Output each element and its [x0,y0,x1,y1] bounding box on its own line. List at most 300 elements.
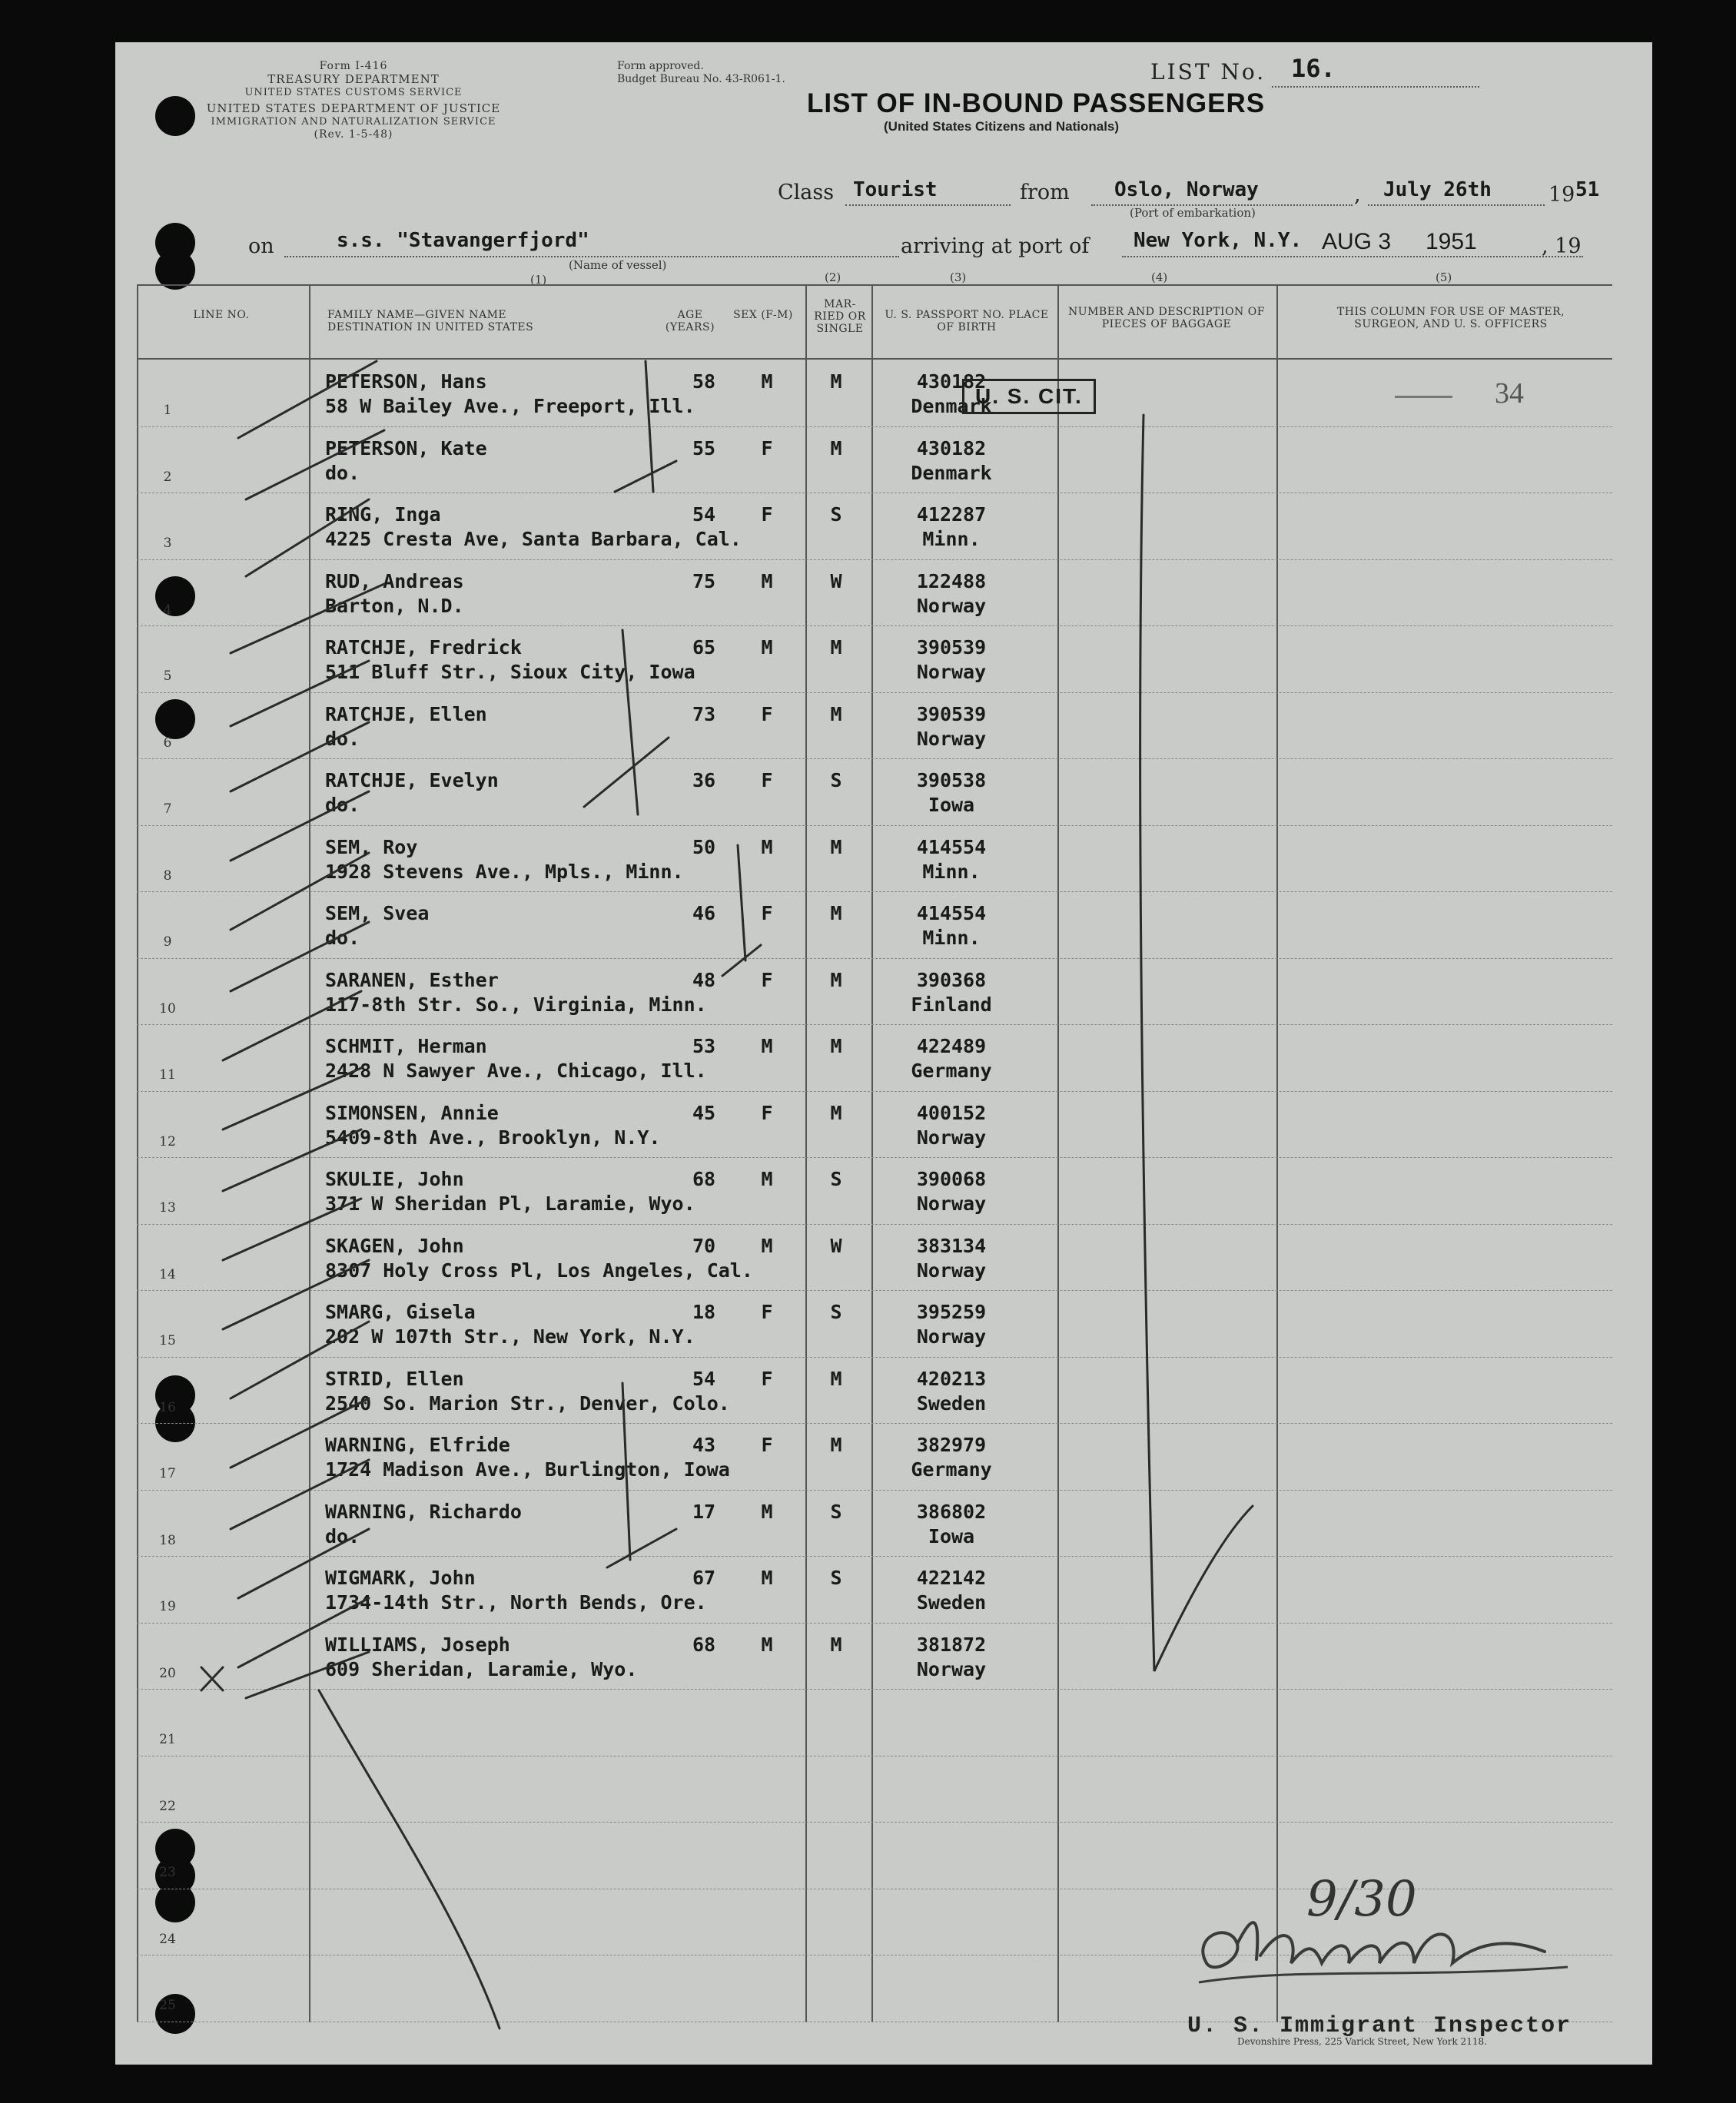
arrival-suffix: , 19 [1542,234,1582,258]
row-rule [137,1091,1612,1092]
from-value: Oslo, Norway [1114,178,1259,201]
table-row [137,496,1612,562]
passenger-name [325,1168,464,1190]
row-rule [137,1623,1612,1624]
destination: 1928 Stevens Ave., Mpls., Minn. [325,860,684,883]
family-name: SEM [325,835,360,858]
row-rule [137,625,1612,626]
col-head-age: AGE (YEARS) [665,309,715,333]
passenger-table [137,247,1612,2022]
class-underline [845,204,1011,206]
comma: , [1354,183,1361,207]
given-name: , John [394,1168,464,1190]
row-rule [137,1290,1612,1291]
given-name: , Svea [360,902,430,924]
passenger-name [325,836,417,858]
sex: F [761,1367,773,1390]
row-rule [137,692,1612,693]
page-title: LIST OF IN-BOUND PASSENGERS [807,88,1266,118]
line-number: 13 [159,1200,176,1216]
col-num: (4) [1151,270,1168,284]
passport-number: 122488 [916,569,987,592]
destination: do. [325,927,360,949]
form-agency-block [138,60,569,141]
passenger-name [325,902,429,924]
age: 54 [692,1367,716,1390]
table-row [137,695,1612,761]
passenger-name [325,1035,487,1057]
col-head-name: FAMILY NAME—GIVEN NAME DESTINATION IN UNITED STATES [327,309,534,333]
age: 68 [692,1633,716,1656]
class-value: Tourist [853,178,938,201]
form-line: UNITED STATES CUSTOMS SERVICE [244,87,463,98]
line-number: 8 [163,867,172,884]
line-number: 7 [163,801,172,817]
age: 18 [692,1301,716,1323]
passenger-name [325,1501,522,1523]
passport-number: 383134 [916,1234,987,1257]
destination: 2540 So. Marion Str., Denver, Colo. [325,1391,730,1415]
marital-status: M [830,370,842,393]
passenger-name [325,1368,464,1390]
marital-status: W [830,1234,842,1257]
given-name: , Andreas [360,569,464,592]
passenger-name [325,1102,499,1124]
given-name: , John [406,1567,476,1589]
destination: 4225 Cresta Ave, Santa Barbara, Cal. [325,528,742,550]
age: 73 [692,702,716,725]
arrival-year-stamp: 1951 [1426,229,1477,254]
sex: F [761,968,773,991]
row-rule [137,891,1612,892]
sex: M [761,1500,773,1523]
line-number: 19 [159,1599,176,1614]
passport-number: 390539 [916,636,987,658]
marital-status: S [830,1168,842,1190]
form-line: TREASURY DEPARTMENT [267,72,440,86]
passport-number: 400152 [916,1101,987,1124]
sex: F [761,702,773,725]
given-name: , Esther [406,968,499,991]
line-number: 10 [159,1000,176,1017]
place-of-birth: Norway [916,594,987,617]
destination: 8307 Holy Cross Pl, Los Angeles, Cal. [325,1259,753,1282]
given-name: , Ellen [383,1367,464,1390]
place-of-birth: Sweden [916,1391,987,1415]
destination: do. [325,794,360,816]
given-name: , Fredrick [406,636,522,658]
table-row [137,1094,1612,1160]
table-row [137,828,1612,894]
given-name: , Inga [371,503,441,526]
row-rule [137,1224,1612,1225]
destination: 1734-14th Str., North Bends, Ore. [325,1591,707,1614]
passport-number: 390368 [916,968,987,991]
passport-number: 430182 [916,370,987,393]
place-of-birth: Germany [911,1060,992,1082]
place-of-birth: Norway [916,1325,987,1348]
col-head-married: MAR-RIED OR SINGLE [814,298,866,335]
passport-number: 422489 [916,1035,987,1057]
passport-number: 412287 [916,503,987,526]
marital-status: M [830,968,842,991]
marital-status: M [830,902,842,924]
destination: 117-8th Str. So., Virginia, Minn. [325,993,707,1016]
marital-status: M [830,1434,842,1456]
arrival-date-stamp: AUG 3 [1322,229,1392,254]
family-name: RATCHJE [325,769,407,791]
family-name: WARNING [325,1500,407,1523]
given-name: , Gisela [383,1301,476,1323]
given-name: , Hans [417,370,487,393]
destination: do. [325,461,360,484]
passenger-name [325,769,499,791]
destination: Barton, N.D. [325,594,464,617]
passenger-name [325,1235,464,1257]
age: 17 [692,1500,716,1523]
destination: 511 Bluff Str., Sioux City, Iowa [325,661,695,683]
form-line: (Rev. 1-5-48) [314,128,393,141]
col-head-baggage: NUMBER AND DESCRIPTION OF PIECES OF BAGGAGE [1068,306,1265,330]
row-rule [137,758,1612,759]
marital-status: M [830,436,842,459]
form-line: Form I-416 [319,60,388,72]
line-number: 5 [163,668,172,684]
vessel-caption: (Name of vessel) [569,258,667,272]
marital-status: M [830,1633,842,1656]
line-number: 3 [163,536,172,551]
table-row [137,1293,1612,1359]
officer-note: 34 [1495,377,1524,410]
table-row [137,430,1612,496]
table-row [137,961,1612,1027]
vessel-value: s.s. "Stavangerfjord" [337,229,589,252]
marital-status: S [830,1567,842,1589]
place-of-birth: Norway [916,1259,987,1282]
sex: F [761,1434,773,1456]
row-rule [137,1423,1612,1424]
passenger-name [325,370,487,393]
sex: M [761,569,773,592]
col-num: (3) [950,270,967,284]
age: 43 [692,1434,716,1456]
row-rule [137,1357,1612,1358]
age: 54 [692,503,716,526]
table-row [137,1027,1612,1093]
place-of-birth: Norway [916,727,987,750]
family-name: SMARG [325,1301,383,1323]
passenger-name [325,1567,476,1589]
passport-number: 381872 [916,1633,987,1656]
passport-number: 390068 [916,1168,987,1190]
port-caption: (Port of embarkation) [1130,206,1256,220]
row-rule [137,1822,1612,1823]
family-name: PETERSON [325,436,418,459]
place-of-birth: Germany [911,1458,992,1481]
given-name: , Herman [394,1035,487,1057]
sex: F [761,1101,773,1124]
line-number: 14 [159,1266,176,1282]
sex: F [761,436,773,459]
age: 45 [692,1101,716,1124]
sex: M [761,636,773,658]
marital-status: M [830,636,842,658]
line-number: 25 [159,1998,176,2013]
destination: 371 W Sheridan Pl, Laramie, Wyo. [325,1192,695,1215]
place-of-birth: Norway [916,1126,987,1149]
header-bottom-border [137,358,1612,360]
from-label: from [1020,181,1070,204]
age: 70 [692,1234,716,1257]
passport-number: 414554 [916,835,987,858]
row-rule [137,1556,1612,1557]
sex: M [761,1234,773,1257]
given-name: , Joseph [417,1633,510,1656]
marital-status: M [830,1101,842,1124]
family-name: PETERSON [325,370,418,393]
marital-status: M [830,702,842,725]
family-name: SARANEN [325,968,407,991]
given-name: , John [394,1234,464,1257]
place-of-birth: Minn. [922,860,981,883]
printer-imprint: Devonshire Press, 225 Varick Street, New York 2118. [1237,2036,1487,2047]
table-row [137,1493,1612,1559]
marital-status: M [830,835,842,858]
passenger-name [325,570,464,592]
line-number: 22 [159,1798,176,1814]
destination: 58 W Bailey Ave., Freeport, Ill. [325,395,695,417]
line-number: 16 [159,1399,176,1415]
destination: 609 Sheridan, Laramie, Wyo. [325,1657,638,1680]
age: 55 [692,436,716,459]
handwritten-note: 9/30 [1306,1871,1417,1928]
officer-dash [1395,396,1452,398]
age: 53 [692,1035,716,1057]
approval-block [617,60,871,86]
age: 68 [692,1168,716,1190]
sex: M [761,370,773,393]
age: 75 [692,569,716,592]
line-number: 18 [159,1532,176,1548]
table-row [137,894,1612,960]
family-name: SCHMIT [325,1035,395,1057]
family-name: SIMONSEN [325,1101,418,1124]
class-label: Class [778,181,835,204]
row-rule [137,1490,1612,1491]
passenger-name [325,437,487,459]
marital-status: M [830,1367,842,1390]
line-number: 1 [163,403,172,418]
table-top-border [137,284,1612,286]
family-name: SKULIE [325,1168,395,1190]
table-row [137,1559,1612,1625]
row-rule [137,958,1612,959]
approval-line: Form approved. [617,60,704,72]
passport-number: 414554 [916,902,987,924]
sex: M [761,1567,773,1589]
row-rule [137,1157,1612,1158]
given-name: , Roy [360,835,418,858]
family-name: STRID [325,1367,383,1390]
passenger-name [325,703,487,725]
line-number: 9 [163,934,172,950]
passport-number: 395259 [916,1301,987,1323]
marital-status: S [830,503,842,526]
passport-number: 390539 [916,702,987,725]
given-name: , Kate [417,436,487,459]
sex: M [761,1168,773,1190]
family-name: WARNING [325,1434,407,1456]
passport-number: 422142 [916,1567,987,1589]
citizen-stamp: U. S. CIT. [962,379,1096,414]
family-name: SEM [325,902,360,924]
table-row [137,1227,1612,1293]
row-rule [137,426,1612,427]
passenger-name [325,636,522,658]
given-name: , Elfride [406,1434,510,1456]
year-value: 51 [1575,178,1600,201]
date-underline [1368,204,1545,206]
col-num: (5) [1436,270,1452,284]
table-row [137,761,1612,828]
row-rule [137,1689,1612,1690]
sex: F [761,769,773,791]
family-name: WIGMARK [325,1567,407,1589]
given-name: , Ellen [406,702,487,725]
list-no-underline [1272,86,1479,88]
sex: F [761,1301,773,1323]
line-number: 15 [159,1333,176,1348]
table-row [137,562,1612,629]
vessel-colnum: (1) [530,273,547,287]
place-of-birth: Minn. [922,528,981,550]
passport-number: 420213 [916,1367,987,1390]
age: 36 [692,769,716,791]
form-line: UNITED STATES DEPARTMENT OF JUSTICE [206,101,501,115]
table-row [137,1426,1612,1492]
row-rule [137,559,1612,560]
place-of-birth: Iowa [928,1524,975,1547]
place-of-birth: Minn. [922,927,981,949]
line-number: 12 [159,1133,176,1149]
age: 48 [692,968,716,991]
on-label: on [248,234,274,258]
place-of-birth: Iowa [928,794,975,816]
page-subtitle: (United States Citizens and Nationals) [884,119,1120,134]
col-head-sex: SEX (F-M) [733,309,793,321]
place-of-birth: Norway [916,661,987,683]
family-name: SKAGEN [325,1234,395,1257]
line-number: 21 [159,1732,176,1747]
place-of-birth: Denmark [911,461,992,484]
family-name: RUD [325,569,360,592]
col-num: (2) [825,270,841,284]
destination: 1724 Madison Ave., Burlington, Iowa [325,1458,730,1481]
line-number: 24 [159,1931,176,1947]
age: 50 [692,835,716,858]
destination: 5409-8th Ave., Brooklyn, N.Y. [325,1126,661,1149]
destination: do. [325,727,360,750]
col-head-officers: THIS COLUMN FOR USE OF MASTER, SURGEON, AND U. S. OFFICERS [1336,306,1565,330]
place-of-birth: Finland [911,993,992,1016]
arriving-label: arriving at port of [901,234,1090,258]
line-number: 4 [163,602,172,618]
line-number: 17 [159,1466,176,1481]
passenger-name [325,503,441,526]
table-row [137,1692,1612,1758]
line-number: 23 [159,1865,176,1880]
col-head-passport: U. S. PASSPORT NO. PLACE OF BIRTH [885,309,1049,333]
table-row [137,1759,1612,1825]
marital-status: S [830,1301,842,1323]
family-name: RATCHJE [325,636,407,658]
given-name: , Annie [417,1101,499,1124]
sex: M [761,835,773,858]
marital-status: S [830,1500,842,1523]
date-value: July 26th [1383,178,1492,201]
table-row [137,629,1612,695]
form-line: IMMIGRATION AND NATURALIZATION SERVICE [211,116,496,128]
age: 58 [692,370,716,393]
inspector-title: U. S. Immigrant Inspector [1187,2013,1572,2039]
age: 46 [692,902,716,924]
passport-number: 430182 [916,436,987,459]
passport-number: 390538 [916,769,987,791]
place-of-birth: Norway [916,1657,987,1680]
sex: F [761,902,773,924]
marital-status: M [830,1035,842,1057]
passenger-name [325,969,499,991]
marital-status: S [830,769,842,791]
row-rule [137,825,1612,826]
approval-line: Budget Bureau No. 43-R061-1. [617,73,785,85]
table-row [137,1360,1612,1426]
family-name: WILLIAMS [325,1633,418,1656]
year-prefix: 19 [1548,183,1575,207]
table-row [137,1160,1612,1226]
list-no-label: LIST No. [1150,59,1266,85]
place-of-birth: Sweden [916,1591,987,1614]
line-number: 6 [163,735,172,751]
sex: M [761,1633,773,1656]
destination: 202 W 107th Str., New York, N.Y. [325,1325,695,1348]
passport-number: 382979 [916,1434,987,1456]
destination: do. [325,1524,360,1547]
passport-number: 386802 [916,1500,987,1523]
sex: M [761,1035,773,1057]
col-head-line-no: LINE NO. [193,309,250,321]
age: 65 [692,636,716,658]
age: 67 [692,1567,716,1589]
line-number: 20 [159,1665,176,1681]
place-of-birth: Norway [916,1192,987,1215]
passenger-name [325,1434,510,1456]
family-name: RATCHJE [325,702,407,725]
given-name: , Evelyn [406,769,499,791]
table-row [137,1626,1612,1692]
place-of-birth: Denmark [911,395,992,417]
given-name: , Richardo [406,1500,522,1523]
list-no-value: 16. [1291,54,1336,83]
sex: F [761,503,773,526]
table-row [137,363,1612,429]
passenger-name [325,1301,476,1323]
passenger-name [325,1634,510,1656]
marital-status: W [830,569,842,592]
line-number: 11 [159,1067,176,1083]
destination: 2428 N Sawyer Ave., Chicago, Ill. [325,1060,707,1082]
inspector-signature [1183,1890,1583,1998]
